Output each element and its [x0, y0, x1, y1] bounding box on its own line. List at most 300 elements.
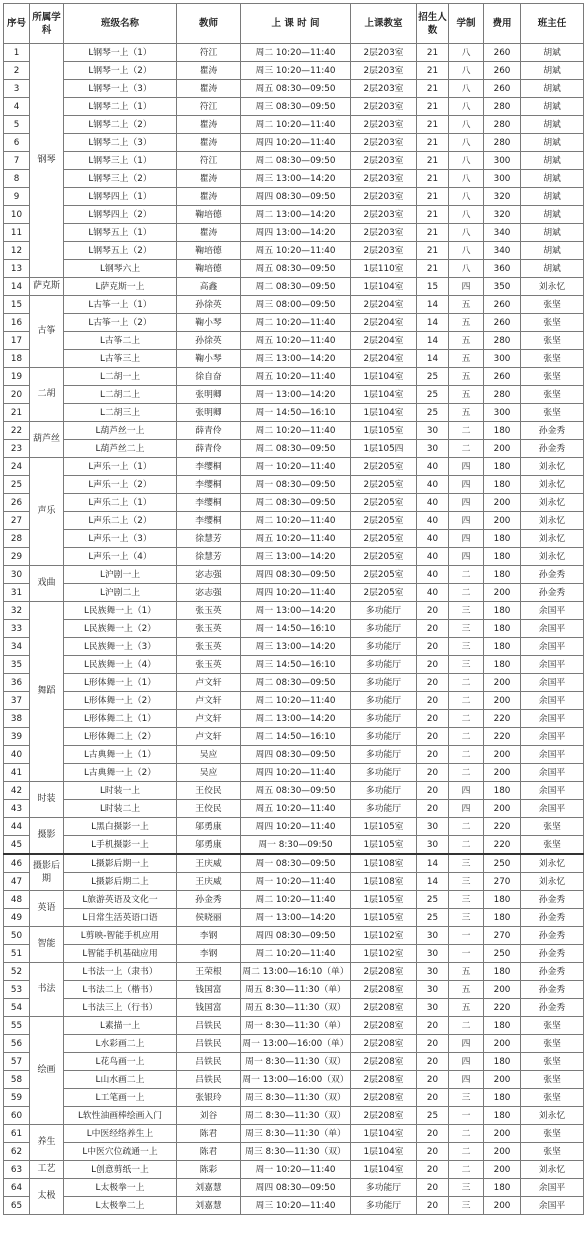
cell-teacher: 符江	[177, 98, 241, 116]
cell-head-teacher: 胡斌	[521, 260, 584, 278]
cell-fee: 180	[484, 782, 521, 800]
cell-subject: 书法	[30, 963, 64, 1017]
cell-room: 2层208室	[351, 1035, 417, 1053]
cell-head-teacher: 刘永忆	[521, 494, 584, 512]
cell-system: 五	[449, 963, 484, 981]
cell-room: 2层203室	[351, 224, 417, 242]
cell-no: 57	[4, 1053, 30, 1071]
cell-time: 周二 13:00—16:10（单）	[241, 963, 351, 981]
cell-class: L钢琴四上（1）	[64, 188, 177, 206]
cell-system: 三	[449, 638, 484, 656]
table-row	[4, 836, 584, 855]
cell-system: 二	[449, 1161, 484, 1179]
cell-head-teacher: 孙金秀	[521, 422, 584, 440]
cell-class: L钢琴五上（2）	[64, 242, 177, 260]
cell-no: 51	[4, 945, 30, 963]
cell-fee: 320	[484, 188, 521, 206]
cell-class: L钢琴三上（1）	[64, 152, 177, 170]
cell-time: 周三 08:30—09:50	[241, 98, 351, 116]
cell-system: 八	[449, 98, 484, 116]
cell-teacher: 徐慧芳	[177, 548, 241, 566]
cell-time: 周四 13:00—14:20	[241, 224, 351, 242]
cell-no: 64	[4, 1179, 30, 1197]
cell-system: 五	[449, 981, 484, 999]
header-no: 序号	[4, 4, 30, 44]
cell-class: L中医经络养生上	[64, 1125, 177, 1143]
cell-fee: 350	[484, 278, 521, 296]
header-room: 上课教室	[351, 4, 417, 44]
cell-subject: 葫芦丝	[30, 422, 64, 458]
cell-room: 2层208室	[351, 963, 417, 981]
cell-enroll: 40	[417, 476, 449, 494]
table-row	[4, 656, 584, 674]
cell-system: 三	[449, 602, 484, 620]
cell-system: 四	[449, 530, 484, 548]
cell-class: L剪映-智能手机应用	[64, 927, 177, 945]
cell-head-teacher: 张坚	[521, 368, 584, 386]
cell-room: 2层204室	[351, 314, 417, 332]
cell-room: 2层204室	[351, 296, 417, 314]
cell-room: 2层203室	[351, 80, 417, 98]
cell-head-teacher: 张坚	[521, 836, 584, 855]
cell-enroll: 20	[417, 1035, 449, 1053]
cell-time: 周三 10:20—11:40	[241, 1197, 351, 1215]
cell-fee: 280	[484, 386, 521, 404]
table-row	[4, 692, 584, 710]
table-row	[4, 602, 584, 620]
cell-class: L二胡一上	[64, 368, 177, 386]
cell-time: 周一 10:20—11:40	[241, 458, 351, 476]
cell-fee: 320	[484, 206, 521, 224]
table-row	[4, 530, 584, 548]
cell-enroll: 30	[417, 981, 449, 999]
cell-class: L古筝一上（2）	[64, 314, 177, 332]
cell-class: L民族舞一上（1）	[64, 602, 177, 620]
cell-no: 15	[4, 296, 30, 314]
cell-time: 周一 08:30—09:50	[241, 854, 351, 873]
cell-enroll: 30	[417, 422, 449, 440]
cell-system: 四	[449, 782, 484, 800]
cell-no: 47	[4, 873, 30, 891]
cell-teacher: 瞿涛	[177, 116, 241, 134]
cell-room: 1层104室	[351, 404, 417, 422]
table-row	[4, 62, 584, 80]
cell-enroll: 20	[417, 746, 449, 764]
cell-head-teacher: 胡斌	[521, 134, 584, 152]
cell-fee: 270	[484, 873, 521, 891]
cell-enroll: 20	[417, 1179, 449, 1197]
cell-teacher: 侯晓丽	[177, 909, 241, 927]
cell-class: L声乐一上（2）	[64, 476, 177, 494]
cell-class: L声乐一上（1）	[64, 458, 177, 476]
cell-head-teacher: 胡斌	[521, 224, 584, 242]
cell-fee: 260	[484, 62, 521, 80]
cell-time: 周四 10:20—11:40	[241, 584, 351, 602]
cell-teacher: 宓志强	[177, 584, 241, 602]
cell-room: 多功能厅	[351, 692, 417, 710]
table-row	[4, 476, 584, 494]
cell-time: 周二 10:20—11:40	[241, 891, 351, 909]
header-row	[4, 4, 584, 44]
cell-system: 五	[449, 368, 484, 386]
table-row	[4, 134, 584, 152]
cell-time: 周一 13:00—14:20	[241, 909, 351, 927]
cell-head-teacher: 胡斌	[521, 116, 584, 134]
cell-time: 周二 08:30—09:50	[241, 440, 351, 458]
cell-head-teacher: 余国平	[521, 1197, 584, 1215]
cell-enroll: 14	[417, 350, 449, 368]
cell-no: 19	[4, 368, 30, 386]
cell-no: 61	[4, 1125, 30, 1143]
cell-room: 多功能厅	[351, 746, 417, 764]
cell-no: 62	[4, 1143, 30, 1161]
table-row	[4, 80, 584, 98]
cell-room: 2层205室	[351, 530, 417, 548]
cell-system: 三	[449, 620, 484, 638]
cell-system: 四	[449, 458, 484, 476]
cell-fee: 220	[484, 836, 521, 855]
table-row	[4, 368, 584, 386]
cell-no: 14	[4, 278, 30, 296]
cell-enroll: 21	[417, 188, 449, 206]
table-row	[4, 927, 584, 945]
cell-time: 周二 08:30—09:50	[241, 494, 351, 512]
cell-time: 周四 10:20—11:40	[241, 764, 351, 782]
cell-enroll: 25	[417, 1107, 449, 1125]
cell-room: 2层205室	[351, 458, 417, 476]
table-row	[4, 332, 584, 350]
cell-class: L形体舞一上（1）	[64, 674, 177, 692]
cell-time: 周三 13:00—14:20	[241, 638, 351, 656]
cell-fee: 220	[484, 710, 521, 728]
cell-system: 八	[449, 44, 484, 62]
cell-class: L创意剪纸一上	[64, 1161, 177, 1179]
cell-fee: 200	[484, 746, 521, 764]
cell-teacher: 瞿涛	[177, 170, 241, 188]
cell-class: L民族舞一上（2）	[64, 620, 177, 638]
cell-time: 周三 8:30—11:30（双）	[241, 1143, 351, 1161]
cell-teacher: 张玉英	[177, 620, 241, 638]
table-row	[4, 278, 584, 296]
cell-system: 八	[449, 116, 484, 134]
cell-enroll: 21	[417, 134, 449, 152]
cell-room: 多功能厅	[351, 728, 417, 746]
cell-enroll: 40	[417, 512, 449, 530]
cell-head-teacher: 孙金秀	[521, 566, 584, 584]
cell-system: 四	[449, 1035, 484, 1053]
cell-time: 周三 13:00—14:20	[241, 350, 351, 368]
cell-subject: 舞蹈	[30, 602, 64, 782]
cell-room: 1层105室	[351, 422, 417, 440]
cell-room: 多功能厅	[351, 620, 417, 638]
cell-room: 2层205室	[351, 476, 417, 494]
cell-fee: 270	[484, 927, 521, 945]
cell-fee: 260	[484, 368, 521, 386]
cell-no: 44	[4, 818, 30, 836]
cell-room: 2层203室	[351, 152, 417, 170]
cell-head-teacher: 余国平	[521, 800, 584, 818]
cell-no: 23	[4, 440, 30, 458]
cell-time: 周一 14:50—16:10	[241, 404, 351, 422]
cell-fee: 200	[484, 674, 521, 692]
cell-subject: 摄影	[30, 818, 64, 855]
cell-class: L民族舞一上（3）	[64, 638, 177, 656]
cell-system: 二	[449, 440, 484, 458]
cell-enroll: 25	[417, 909, 449, 927]
cell-time: 周五 08:30—09:50	[241, 260, 351, 278]
table-row	[4, 854, 584, 873]
cell-time: 周一 8:30—11:30（双）	[241, 1053, 351, 1071]
cell-enroll: 30	[417, 836, 449, 855]
cell-teacher: 刘嘉慧	[177, 1179, 241, 1197]
cell-class: L钢琴一上（3）	[64, 80, 177, 98]
cell-no: 40	[4, 746, 30, 764]
cell-room: 2层204室	[351, 350, 417, 368]
cell-class: L太极拳一上	[64, 1179, 177, 1197]
cell-fee: 280	[484, 98, 521, 116]
cell-enroll: 20	[417, 1089, 449, 1107]
cell-enroll: 21	[417, 80, 449, 98]
cell-time: 周二 08:30—09:50	[241, 152, 351, 170]
cell-teacher: 陈彩	[177, 1161, 241, 1179]
header-fee: 费用	[484, 4, 521, 44]
cell-subject: 摄影后期	[30, 854, 64, 891]
cell-teacher: 李缨桐	[177, 476, 241, 494]
cell-class: L葫芦丝一上	[64, 422, 177, 440]
cell-no: 53	[4, 981, 30, 999]
table-row	[4, 674, 584, 692]
cell-teacher: 鞠小琴	[177, 314, 241, 332]
cell-time: 周五 10:20—11:40	[241, 332, 351, 350]
cell-time: 周三 08:00—09:50	[241, 296, 351, 314]
cell-teacher: 王佼民	[177, 782, 241, 800]
cell-no: 13	[4, 260, 30, 278]
cell-room: 2层203室	[351, 242, 417, 260]
cell-fee: 180	[484, 963, 521, 981]
cell-time: 周五 8:30—11:30（单）	[241, 981, 351, 999]
table-row	[4, 494, 584, 512]
cell-teacher: 瞿涛	[177, 224, 241, 242]
cell-system: 三	[449, 1089, 484, 1107]
cell-enroll: 20	[417, 674, 449, 692]
cell-class: L萨克斯一上	[64, 278, 177, 296]
cell-class: L声乐二上（2）	[64, 512, 177, 530]
cell-time: 周五 08:30—09:50	[241, 782, 351, 800]
cell-fee: 180	[484, 602, 521, 620]
cell-time: 周二 08:30—09:50	[241, 278, 351, 296]
cell-no: 54	[4, 999, 30, 1017]
cell-system: 四	[449, 1053, 484, 1071]
cell-system: 二	[449, 584, 484, 602]
cell-system: 五	[449, 404, 484, 422]
cell-fee: 180	[484, 530, 521, 548]
cell-teacher: 王荣根	[177, 963, 241, 981]
cell-time: 周四 10:20—11:40	[241, 134, 351, 152]
cell-system: 二	[449, 1017, 484, 1035]
cell-room: 1层104室	[351, 1161, 417, 1179]
cell-subject: 时装	[30, 782, 64, 818]
cell-fee: 200	[484, 1197, 521, 1215]
header-head-teacher: 班主任	[521, 4, 584, 44]
cell-room: 1层104室	[351, 278, 417, 296]
table-row	[4, 548, 584, 566]
cell-enroll: 21	[417, 62, 449, 80]
cell-time: 周二 10:20—11:40	[241, 314, 351, 332]
cell-head-teacher: 胡斌	[521, 206, 584, 224]
cell-teacher: 薛青伶	[177, 440, 241, 458]
table-row	[4, 728, 584, 746]
table-row	[4, 1161, 584, 1179]
table-row	[4, 764, 584, 782]
cell-class: L书法二上（楷书）	[64, 981, 177, 999]
cell-no: 48	[4, 891, 30, 909]
table-row	[4, 818, 584, 836]
cell-system: 八	[449, 224, 484, 242]
table-row	[4, 116, 584, 134]
cell-subject: 二胡	[30, 368, 64, 422]
cell-fee: 220	[484, 728, 521, 746]
table-row	[4, 314, 584, 332]
cell-no: 11	[4, 224, 30, 242]
cell-enroll: 25	[417, 368, 449, 386]
cell-head-teacher: 余国平	[521, 782, 584, 800]
cell-enroll: 21	[417, 152, 449, 170]
cell-subject: 英语	[30, 891, 64, 927]
cell-head-teacher: 孙金秀	[521, 584, 584, 602]
cell-enroll: 40	[417, 530, 449, 548]
cell-subject: 绘画	[30, 1017, 64, 1125]
cell-teacher: 瞿涛	[177, 188, 241, 206]
cell-fee: 250	[484, 854, 521, 873]
table-row	[4, 206, 584, 224]
cell-time: 周二 10:20—11:40	[241, 422, 351, 440]
table-row	[4, 710, 584, 728]
cell-enroll: 20	[417, 692, 449, 710]
cell-teacher: 张明卿	[177, 386, 241, 404]
header-class: 班级名称	[64, 4, 177, 44]
cell-class: L沪剧二上	[64, 584, 177, 602]
table-row	[4, 746, 584, 764]
table-row	[4, 404, 584, 422]
cell-class: L形体舞二上（2）	[64, 728, 177, 746]
cell-class: L水彩画二上	[64, 1035, 177, 1053]
cell-head-teacher: 张坚	[521, 1071, 584, 1089]
cell-fee: 180	[484, 909, 521, 927]
cell-time: 周二 10:20—11:40	[241, 44, 351, 62]
cell-no: 41	[4, 764, 30, 782]
cell-teacher: 王佼民	[177, 800, 241, 818]
table-row	[4, 260, 584, 278]
cell-fee: 360	[484, 260, 521, 278]
cell-subject: 工艺	[30, 1161, 64, 1179]
cell-system: 二	[449, 818, 484, 836]
cell-class: L花鸟画一上	[64, 1053, 177, 1071]
cell-room: 1层110室	[351, 260, 417, 278]
cell-teacher: 钱国富	[177, 981, 241, 999]
cell-no: 46	[4, 854, 30, 873]
cell-time: 周二 14:50—16:10	[241, 728, 351, 746]
cell-system: 四	[449, 548, 484, 566]
table-row	[4, 584, 584, 602]
cell-room: 1层102室	[351, 945, 417, 963]
cell-no: 34	[4, 638, 30, 656]
cell-no: 58	[4, 1071, 30, 1089]
cell-enroll: 14	[417, 873, 449, 891]
cell-no: 17	[4, 332, 30, 350]
cell-time: 周四 08:30—09:50	[241, 566, 351, 584]
cell-class: L钢琴四上（2）	[64, 206, 177, 224]
cell-enroll: 20	[417, 656, 449, 674]
cell-time: 周五 10:20—11:40	[241, 368, 351, 386]
cell-room: 2层208室	[351, 1017, 417, 1035]
cell-class: L古典舞一上（1）	[64, 746, 177, 764]
cell-fee: 260	[484, 296, 521, 314]
cell-system: 五	[449, 314, 484, 332]
table-row	[4, 963, 584, 981]
cell-no: 43	[4, 800, 30, 818]
cell-head-teacher: 孙金秀	[521, 891, 584, 909]
cell-system: 一	[449, 945, 484, 963]
cell-system: 四	[449, 1071, 484, 1089]
cell-no: 38	[4, 710, 30, 728]
cell-fee: 280	[484, 134, 521, 152]
cell-room: 1层102室	[351, 927, 417, 945]
cell-system: 八	[449, 206, 484, 224]
cell-enroll: 30	[417, 440, 449, 458]
cell-fee: 180	[484, 1107, 521, 1125]
cell-system: 八	[449, 170, 484, 188]
cell-fee: 200	[484, 981, 521, 999]
cell-head-teacher: 胡斌	[521, 80, 584, 98]
cell-class: L黑白摄影一上	[64, 818, 177, 836]
cell-class: L钢琴五上（1）	[64, 224, 177, 242]
cell-time: 周三 13:00—14:20	[241, 548, 351, 566]
cell-teacher: 陈君	[177, 1125, 241, 1143]
cell-head-teacher: 余国平	[521, 674, 584, 692]
cell-teacher: 卢文轩	[177, 692, 241, 710]
cell-fee: 180	[484, 1089, 521, 1107]
cell-system: 四	[449, 476, 484, 494]
cell-system: 二	[449, 674, 484, 692]
cell-system: 四	[449, 512, 484, 530]
cell-enroll: 40	[417, 494, 449, 512]
cell-no: 10	[4, 206, 30, 224]
cell-teacher: 鞠培德	[177, 206, 241, 224]
cell-class: L太极拳二上	[64, 1197, 177, 1215]
cell-teacher: 鞠培德	[177, 260, 241, 278]
cell-no: 30	[4, 566, 30, 584]
cell-subject: 古筝	[30, 296, 64, 368]
cell-enroll: 40	[417, 584, 449, 602]
cell-no: 22	[4, 422, 30, 440]
cell-room: 2层208室	[351, 981, 417, 999]
cell-time: 周二 10:20—11:40	[241, 116, 351, 134]
cell-room: 1层105室	[351, 818, 417, 836]
table-row	[4, 512, 584, 530]
table-row	[4, 909, 584, 927]
cell-system: 四	[449, 278, 484, 296]
cell-enroll: 21	[417, 116, 449, 134]
cell-class: L古筝二上	[64, 332, 177, 350]
table-row	[4, 188, 584, 206]
table-row	[4, 620, 584, 638]
cell-subject: 声乐	[30, 458, 64, 566]
cell-room: 2层203室	[351, 188, 417, 206]
cell-room: 2层204室	[351, 332, 417, 350]
cell-fee: 180	[484, 548, 521, 566]
cell-enroll: 20	[417, 1071, 449, 1089]
cell-class: L钢琴二上（2）	[64, 116, 177, 134]
